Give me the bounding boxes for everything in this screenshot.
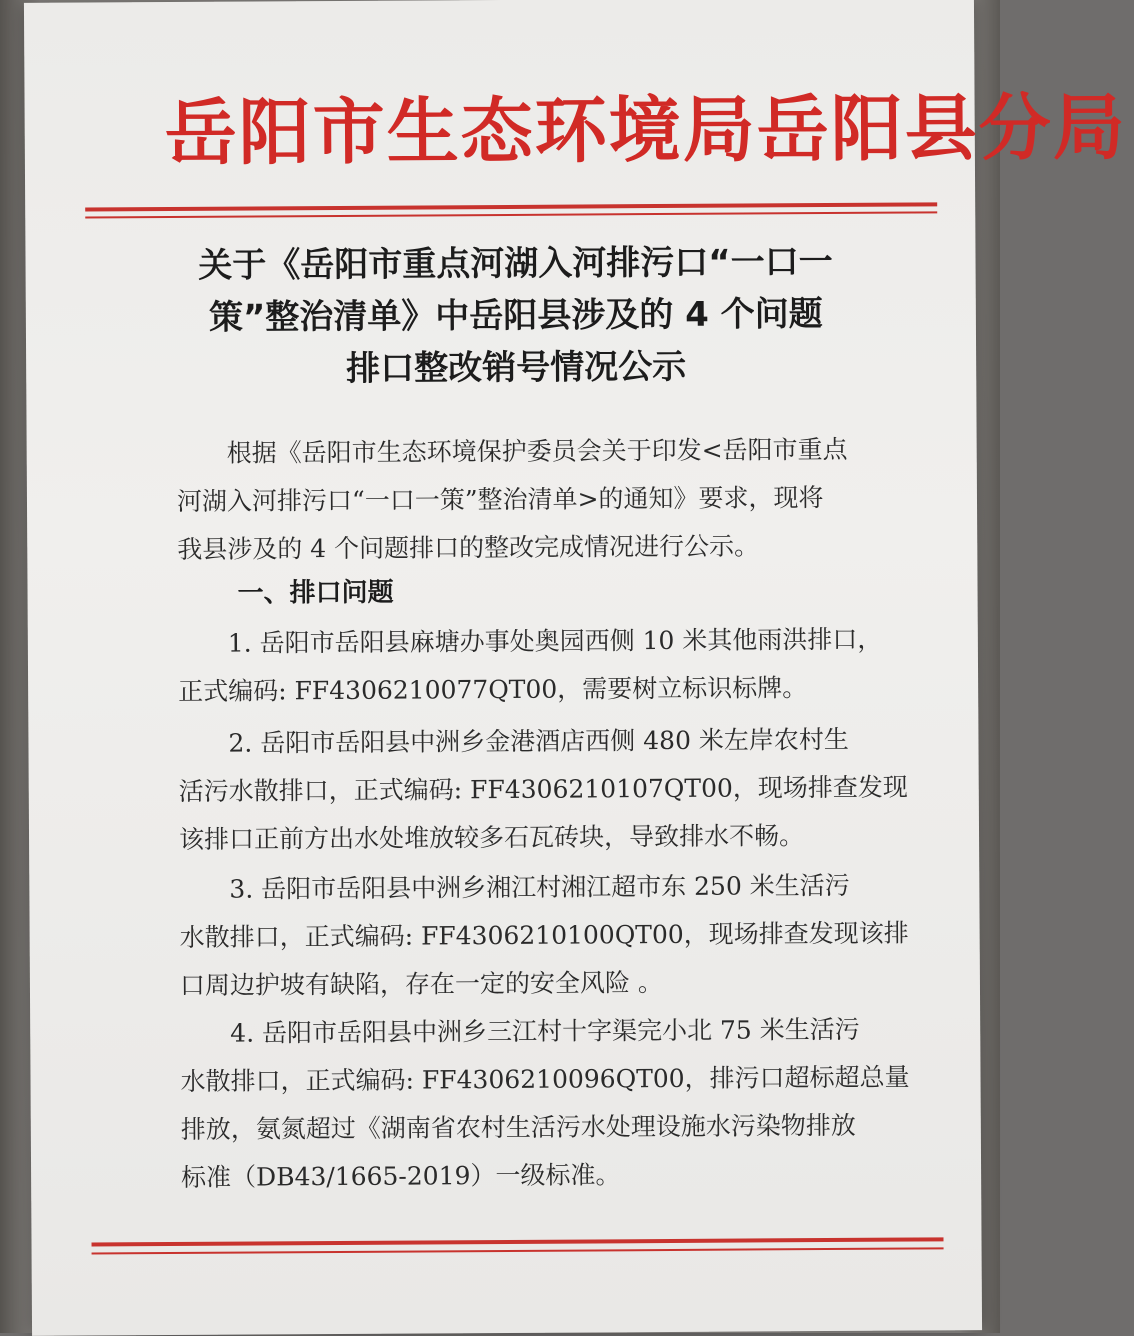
item-line: 水散排口，正式编码: FF4306210100QT00，现场排查发现该排: [179, 918, 909, 952]
intro-paragraph: [177, 426, 898, 574]
issuing-organization-header: 岳阳市生态环境局岳阳县分局: [164, 85, 1127, 176]
item-line: 该排口正前方出水处堆放较多石瓦砖块，导致排水不畅。: [178, 821, 805, 854]
intro-line: 我县涉及的 4 个问题排口的整改完成情况进行公示。: [177, 531, 760, 564]
item-line: 3. 岳阳市岳阳县中洲乡湘江村湘江超市东 250 米生活污: [229, 870, 850, 904]
header-red-rule-thin: [85, 211, 937, 218]
item-3: [179, 862, 909, 1010]
item-line: 2. 岳阳市岳阳县中洲乡金港酒店西侧 480 米左岸农村生: [228, 724, 849, 758]
footer-red-rule: [92, 1237, 944, 1246]
item-line: 活污水散排口，正式编码: FF4306210107QT00，现场排查发现: [178, 772, 908, 806]
intro-line: 根据《岳阳市生态环境保护委员会关于印发<岳阳市重点: [226, 434, 848, 468]
item-1: [178, 616, 899, 716]
item-2: [178, 716, 908, 864]
item-4: [180, 1006, 910, 1202]
item-line: 排放，氨氮超过《湖南省农村生活污水处理设施水污染物排放: [180, 1110, 856, 1144]
document-page: [24, 0, 1127, 1336]
footer-red-rule-thin: [92, 1247, 944, 1254]
document-title-line-1: 关于《岳阳市重点河湖入河排污口“一口一: [198, 241, 833, 286]
document-title-line-2: 策”整治清单》中岳阳县涉及的 4 个问题: [208, 294, 823, 338]
section-heading: 一、排口问题: [237, 577, 394, 609]
document-title-line-3: 排口整改销号情况公示: [346, 346, 687, 389]
item-line: 1. 岳阳市岳阳县麻塘办事处奥园西侧 10 米其他雨洪排口，: [227, 624, 883, 658]
item-line: 口周边护坡有缺陷，存在一定的安全风险 。: [179, 968, 663, 1000]
intro-line: 河湖入河排污口“一口一策”整治清单>的通知》要求，现将: [176, 483, 824, 516]
item-line: 标准（DB43/1665-2019）一级标准。: [181, 1160, 621, 1192]
header-red-rule: [85, 202, 937, 211]
item-line: 正式编码: FF4306210077QT00，需要树立标识标牌。: [178, 673, 808, 706]
item-line: 水散排口，正式编码: FF4306210096QT00，排污口超标超总量: [180, 1062, 910, 1096]
item-line: 4. 岳阳市岳阳县中洲乡三江村十字渠完小北 75 米生活污: [230, 1014, 860, 1048]
